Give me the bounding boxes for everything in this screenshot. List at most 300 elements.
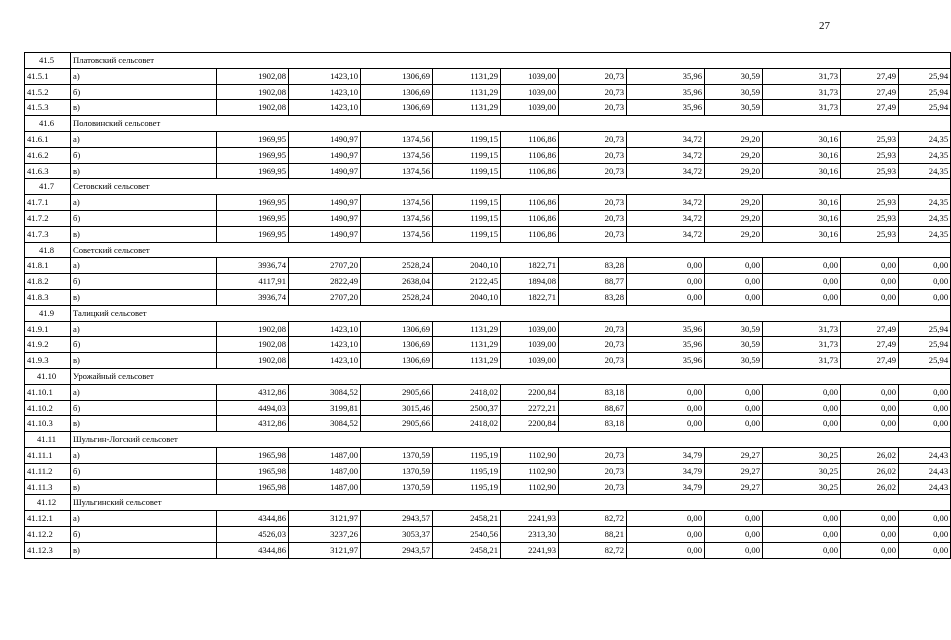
value-cell: 1423,10 [289, 353, 361, 369]
row-code: 41.10.3 [25, 416, 71, 432]
row-label: б) [71, 84, 217, 100]
section-code: 41.9 [25, 305, 71, 321]
value-cell: 30,59 [705, 84, 763, 100]
value-cell: 27,49 [841, 100, 899, 116]
page-number: 27 [819, 20, 830, 32]
value-cell: 1374,56 [361, 195, 433, 211]
value-cell: 24,35 [899, 226, 951, 242]
value-cell: 1370,59 [361, 447, 433, 463]
value-cell: 1902,08 [217, 337, 289, 353]
row-label: а) [71, 68, 217, 84]
value-cell: 0,00 [627, 416, 705, 432]
value-cell: 4312,86 [217, 384, 289, 400]
value-cell: 30,59 [705, 353, 763, 369]
row-label: а) [71, 384, 217, 400]
value-cell: 34,72 [627, 226, 705, 242]
section-code: 41.11 [25, 432, 71, 448]
value-cell: 1199,15 [433, 163, 501, 179]
value-cell: 3084,52 [289, 416, 361, 432]
value-cell: 27,49 [841, 84, 899, 100]
row-label: б) [71, 526, 217, 542]
value-cell: 2040,10 [433, 258, 501, 274]
table-row [25, 400, 951, 416]
value-cell: 0,00 [899, 416, 951, 432]
value-cell: 25,93 [841, 195, 899, 211]
row-code: 41.6.1 [25, 131, 71, 147]
value-cell: 1969,95 [217, 163, 289, 179]
value-cell: 29,20 [705, 210, 763, 226]
section-row [25, 53, 951, 69]
value-cell: 82,72 [559, 511, 627, 527]
value-cell: 25,94 [899, 353, 951, 369]
value-cell: 1969,95 [217, 210, 289, 226]
value-cell: 30,59 [705, 321, 763, 337]
value-cell: 1039,00 [501, 84, 559, 100]
value-cell: 2500,37 [433, 400, 501, 416]
value-cell: 1490,97 [289, 131, 361, 147]
row-label: а) [71, 131, 217, 147]
value-cell: 1195,19 [433, 479, 501, 495]
row-label: в) [71, 289, 217, 305]
value-cell: 2943,57 [361, 542, 433, 558]
value-cell: 0,00 [841, 258, 899, 274]
value-cell: 24,35 [899, 195, 951, 211]
table-row [25, 384, 951, 400]
value-cell: 1102,90 [501, 463, 559, 479]
value-cell: 4344,86 [217, 542, 289, 558]
value-cell: 31,73 [763, 68, 841, 84]
value-cell: 0,00 [763, 526, 841, 542]
section-title: Талицкий сельсовет [71, 305, 951, 321]
value-cell: 29,27 [705, 463, 763, 479]
value-cell: 20,73 [559, 147, 627, 163]
value-cell: 1039,00 [501, 337, 559, 353]
value-cell: 2122,45 [433, 274, 501, 290]
value-cell: 1423,10 [289, 321, 361, 337]
value-cell: 27,49 [841, 68, 899, 84]
table-row [25, 258, 951, 274]
value-cell: 0,00 [841, 400, 899, 416]
row-code: 41.7.3 [25, 226, 71, 242]
value-cell: 35,96 [627, 337, 705, 353]
value-cell: 25,93 [841, 147, 899, 163]
value-cell: 2040,10 [433, 289, 501, 305]
value-cell: 1969,95 [217, 226, 289, 242]
row-label: в) [71, 226, 217, 242]
row-code: 41.9.3 [25, 353, 71, 369]
value-cell: 24,43 [899, 479, 951, 495]
table-row [25, 100, 951, 116]
value-cell: 0,00 [705, 384, 763, 400]
value-cell: 3015,46 [361, 400, 433, 416]
value-cell: 26,02 [841, 447, 899, 463]
value-cell: 0,00 [841, 274, 899, 290]
value-cell: 2528,24 [361, 289, 433, 305]
value-cell: 1106,86 [501, 210, 559, 226]
value-cell: 1902,08 [217, 84, 289, 100]
row-code: 41.10.1 [25, 384, 71, 400]
value-cell: 3084,52 [289, 384, 361, 400]
value-cell: 1039,00 [501, 100, 559, 116]
value-cell: 1423,10 [289, 84, 361, 100]
value-cell: 1490,97 [289, 226, 361, 242]
section-title: Урожайный сельсовет [71, 368, 951, 384]
tariff-table [24, 52, 951, 559]
value-cell: 1487,00 [289, 447, 361, 463]
value-cell: 1102,90 [501, 479, 559, 495]
value-cell: 3936,74 [217, 289, 289, 305]
value-cell: 0,00 [705, 258, 763, 274]
value-cell: 0,00 [763, 416, 841, 432]
value-cell: 31,73 [763, 84, 841, 100]
value-cell: 3199,81 [289, 400, 361, 416]
table-row [25, 210, 951, 226]
value-cell: 30,16 [763, 163, 841, 179]
value-cell: 82,72 [559, 542, 627, 558]
value-cell: 34,79 [627, 447, 705, 463]
section-title: Платовский сельсовет [71, 53, 951, 69]
value-cell: 35,96 [627, 100, 705, 116]
value-cell: 20,73 [559, 479, 627, 495]
value-cell: 2200,84 [501, 416, 559, 432]
value-cell: 31,73 [763, 353, 841, 369]
value-cell: 2540,56 [433, 526, 501, 542]
value-cell: 88,21 [559, 526, 627, 542]
value-cell: 0,00 [899, 289, 951, 305]
table-row [25, 511, 951, 527]
table-row [25, 289, 951, 305]
value-cell: 3936,74 [217, 258, 289, 274]
value-cell: 4494,03 [217, 400, 289, 416]
value-cell: 88,67 [559, 400, 627, 416]
value-cell: 0,00 [627, 274, 705, 290]
value-cell: 1965,98 [217, 447, 289, 463]
value-cell: 25,94 [899, 337, 951, 353]
value-cell: 0,00 [705, 289, 763, 305]
value-cell: 1822,71 [501, 258, 559, 274]
value-cell: 1487,00 [289, 479, 361, 495]
value-cell: 1131,29 [433, 84, 501, 100]
value-cell: 0,00 [627, 289, 705, 305]
value-cell: 29,20 [705, 131, 763, 147]
value-cell: 1423,10 [289, 68, 361, 84]
table-row [25, 463, 951, 479]
value-cell: 34,79 [627, 479, 705, 495]
value-cell: 1306,69 [361, 337, 433, 353]
value-cell: 0,00 [841, 289, 899, 305]
value-cell: 2272,21 [501, 400, 559, 416]
value-cell: 27,49 [841, 353, 899, 369]
value-cell: 30,16 [763, 210, 841, 226]
value-cell: 20,73 [559, 447, 627, 463]
value-cell: 1131,29 [433, 100, 501, 116]
value-cell: 1423,10 [289, 337, 361, 353]
value-cell: 25,94 [899, 84, 951, 100]
value-cell: 88,77 [559, 274, 627, 290]
value-cell: 1490,97 [289, 163, 361, 179]
value-cell: 35,96 [627, 68, 705, 84]
row-code: 41.12.3 [25, 542, 71, 558]
value-cell: 2905,66 [361, 384, 433, 400]
table-row [25, 353, 951, 369]
value-cell: 20,73 [559, 321, 627, 337]
value-cell: 31,73 [763, 337, 841, 353]
value-cell: 3053,37 [361, 526, 433, 542]
value-cell: 1490,97 [289, 210, 361, 226]
section-row [25, 305, 951, 321]
value-cell: 1039,00 [501, 321, 559, 337]
value-cell: 20,73 [559, 353, 627, 369]
section-row [25, 116, 951, 132]
row-code: 41.10.2 [25, 400, 71, 416]
value-cell: 83,18 [559, 416, 627, 432]
value-cell: 0,00 [899, 384, 951, 400]
row-code: 41.12.1 [25, 511, 71, 527]
value-cell: 1039,00 [501, 353, 559, 369]
row-code: 41.5.3 [25, 100, 71, 116]
value-cell: 29,20 [705, 163, 763, 179]
value-cell: 2638,04 [361, 274, 433, 290]
value-cell: 2943,57 [361, 511, 433, 527]
value-cell: 20,73 [559, 100, 627, 116]
value-cell: 1131,29 [433, 321, 501, 337]
value-cell: 1106,86 [501, 147, 559, 163]
value-cell: 30,59 [705, 337, 763, 353]
row-label: а) [71, 195, 217, 211]
value-cell: 2905,66 [361, 416, 433, 432]
section-code: 41.10 [25, 368, 71, 384]
value-cell: 27,49 [841, 321, 899, 337]
section-code: 41.12 [25, 495, 71, 511]
value-cell: 2458,21 [433, 542, 501, 558]
value-cell: 1039,00 [501, 68, 559, 84]
value-cell: 30,25 [763, 447, 841, 463]
value-cell: 2528,24 [361, 258, 433, 274]
section-title: Шульгинский сельсовет [71, 495, 951, 511]
value-cell: 0,00 [627, 526, 705, 542]
value-cell: 2241,93 [501, 542, 559, 558]
value-cell: 29,27 [705, 447, 763, 463]
value-cell: 2313,30 [501, 526, 559, 542]
row-code: 41.7.1 [25, 195, 71, 211]
value-cell: 1106,86 [501, 195, 559, 211]
row-code: 41.6.2 [25, 147, 71, 163]
section-title: Советский сельсовет [71, 242, 951, 258]
value-cell: 25,93 [841, 131, 899, 147]
value-cell: 24,43 [899, 447, 951, 463]
row-label: а) [71, 258, 217, 274]
table-row [25, 542, 951, 558]
row-label: б) [71, 274, 217, 290]
value-cell: 1199,15 [433, 195, 501, 211]
value-cell: 30,16 [763, 131, 841, 147]
value-cell: 4526,03 [217, 526, 289, 542]
value-cell: 31,73 [763, 100, 841, 116]
value-cell: 1306,69 [361, 353, 433, 369]
section-code: 41.6 [25, 116, 71, 132]
value-cell: 0,00 [627, 400, 705, 416]
row-label: в) [71, 479, 217, 495]
section-row [25, 432, 951, 448]
value-cell: 2418,02 [433, 416, 501, 432]
value-cell: 1306,69 [361, 68, 433, 84]
table-row [25, 479, 951, 495]
value-cell: 3237,26 [289, 526, 361, 542]
value-cell: 1306,69 [361, 84, 433, 100]
row-code: 41.9.2 [25, 337, 71, 353]
row-label: а) [71, 511, 217, 527]
value-cell: 1195,19 [433, 463, 501, 479]
row-code: 41.6.3 [25, 163, 71, 179]
value-cell: 2200,84 [501, 384, 559, 400]
value-cell: 0,00 [899, 526, 951, 542]
value-cell: 4344,86 [217, 511, 289, 527]
value-cell: 24,43 [899, 463, 951, 479]
value-cell: 0,00 [705, 526, 763, 542]
value-cell: 0,00 [841, 416, 899, 432]
table-row [25, 416, 951, 432]
value-cell: 30,16 [763, 226, 841, 242]
value-cell: 29,20 [705, 195, 763, 211]
value-cell: 0,00 [841, 542, 899, 558]
value-cell: 1487,00 [289, 463, 361, 479]
row-label: а) [71, 447, 217, 463]
value-cell: 1969,95 [217, 195, 289, 211]
value-cell: 0,00 [899, 542, 951, 558]
value-cell: 24,35 [899, 147, 951, 163]
value-cell: 34,72 [627, 147, 705, 163]
value-cell: 0,00 [627, 258, 705, 274]
value-cell: 1131,29 [433, 353, 501, 369]
row-code: 41.5.1 [25, 68, 71, 84]
value-cell: 1374,56 [361, 210, 433, 226]
row-code: 41.7.2 [25, 210, 71, 226]
value-cell: 1199,15 [433, 131, 501, 147]
value-cell: 0,00 [899, 400, 951, 416]
row-code: 41.5.2 [25, 84, 71, 100]
section-code: 41.7 [25, 179, 71, 195]
value-cell: 34,72 [627, 163, 705, 179]
value-cell: 0,00 [763, 400, 841, 416]
value-cell: 4117,91 [217, 274, 289, 290]
section-title: Сетовский сельсовет [71, 179, 951, 195]
value-cell: 1306,69 [361, 100, 433, 116]
value-cell: 0,00 [841, 384, 899, 400]
value-cell: 0,00 [899, 511, 951, 527]
value-cell: 0,00 [899, 274, 951, 290]
value-cell: 2418,02 [433, 384, 501, 400]
row-label: в) [71, 353, 217, 369]
value-cell: 2707,20 [289, 289, 361, 305]
value-cell: 1195,19 [433, 447, 501, 463]
value-cell: 1490,97 [289, 195, 361, 211]
value-cell: 0,00 [627, 542, 705, 558]
row-label: в) [71, 100, 217, 116]
value-cell: 35,96 [627, 84, 705, 100]
value-cell: 20,73 [559, 131, 627, 147]
value-cell: 20,73 [559, 163, 627, 179]
row-code: 41.9.1 [25, 321, 71, 337]
section-row [25, 368, 951, 384]
row-code: 41.12.2 [25, 526, 71, 542]
value-cell: 2458,21 [433, 511, 501, 527]
row-code: 41.11.3 [25, 479, 71, 495]
value-cell: 1131,29 [433, 68, 501, 84]
row-label: а) [71, 321, 217, 337]
value-cell: 26,02 [841, 479, 899, 495]
value-cell: 0,00 [763, 274, 841, 290]
section-code: 41.5 [25, 53, 71, 69]
value-cell: 34,79 [627, 463, 705, 479]
table-row [25, 195, 951, 211]
value-cell: 1423,10 [289, 100, 361, 116]
value-cell: 1902,08 [217, 68, 289, 84]
value-cell: 1965,98 [217, 479, 289, 495]
value-cell: 1102,90 [501, 447, 559, 463]
value-cell: 20,73 [559, 195, 627, 211]
section-title: Шульгин-Логский сельсовет [71, 432, 951, 448]
row-label: б) [71, 337, 217, 353]
row-code: 41.8.2 [25, 274, 71, 290]
value-cell: 25,93 [841, 226, 899, 242]
value-cell: 30,25 [763, 463, 841, 479]
value-cell: 1199,15 [433, 147, 501, 163]
value-cell: 1370,59 [361, 463, 433, 479]
value-cell: 1106,86 [501, 163, 559, 179]
value-cell: 30,25 [763, 479, 841, 495]
value-cell: 30,16 [763, 195, 841, 211]
value-cell: 1902,08 [217, 353, 289, 369]
row-code: 41.8.1 [25, 258, 71, 274]
table-body [25, 53, 951, 559]
section-row [25, 179, 951, 195]
value-cell: 20,73 [559, 210, 627, 226]
table-row [25, 147, 951, 163]
value-cell: 4312,86 [217, 416, 289, 432]
table-row [25, 163, 951, 179]
value-cell: 1374,56 [361, 147, 433, 163]
value-cell: 24,35 [899, 210, 951, 226]
value-cell: 20,73 [559, 337, 627, 353]
value-cell: 2241,93 [501, 511, 559, 527]
value-cell: 34,72 [627, 131, 705, 147]
value-cell: 24,35 [899, 163, 951, 179]
value-cell: 34,72 [627, 210, 705, 226]
value-cell: 29,20 [705, 226, 763, 242]
table-row [25, 274, 951, 290]
value-cell: 1106,86 [501, 131, 559, 147]
value-cell: 20,73 [559, 226, 627, 242]
value-cell: 1199,15 [433, 210, 501, 226]
value-cell: 1969,95 [217, 131, 289, 147]
row-label: в) [71, 416, 217, 432]
table-row [25, 321, 951, 337]
table-row [25, 68, 951, 84]
value-cell: 26,02 [841, 463, 899, 479]
value-cell: 1822,71 [501, 289, 559, 305]
value-cell: 2707,20 [289, 258, 361, 274]
value-cell: 0,00 [763, 289, 841, 305]
row-label: в) [71, 163, 217, 179]
table-row [25, 226, 951, 242]
table-row [25, 131, 951, 147]
value-cell: 0,00 [705, 416, 763, 432]
value-cell: 0,00 [763, 542, 841, 558]
value-cell: 1965,98 [217, 463, 289, 479]
value-cell: 27,49 [841, 337, 899, 353]
value-cell: 0,00 [705, 542, 763, 558]
table-row [25, 337, 951, 353]
